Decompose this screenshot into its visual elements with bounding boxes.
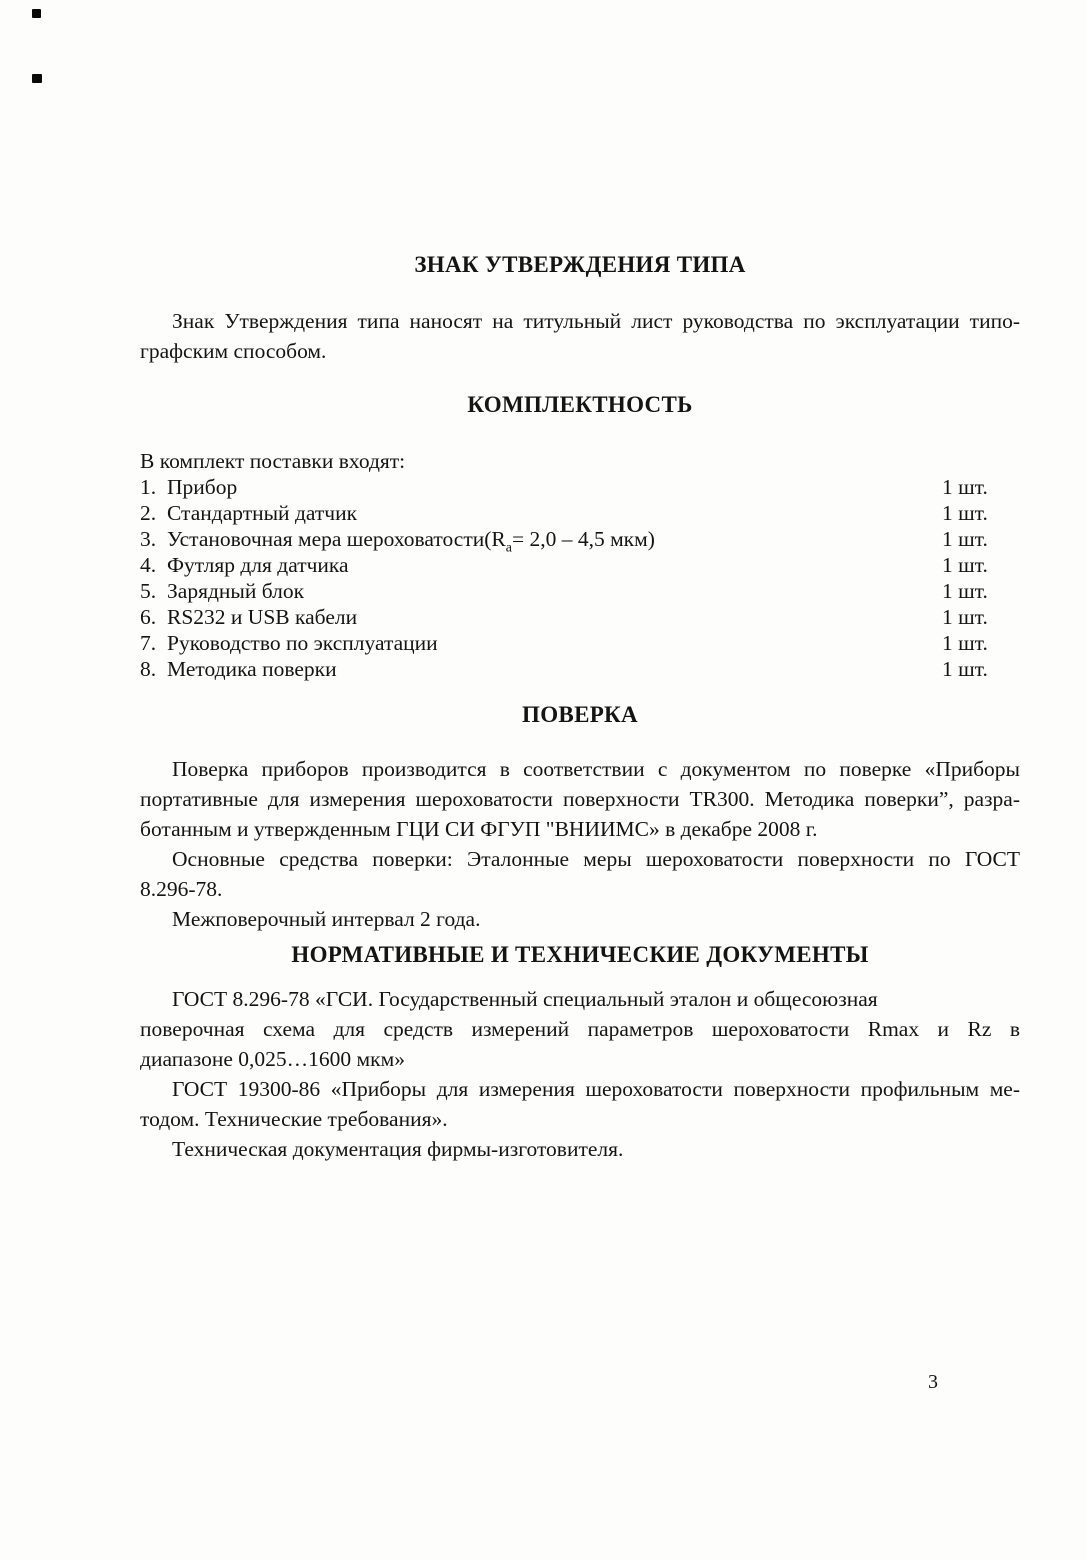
kit-lead-line: В комплект поставки входят:: [140, 449, 406, 473]
kit-list: [140, 474, 1020, 682]
item-label: [167, 500, 942, 526]
item-label: [167, 552, 942, 578]
item-label-text: Футляр для датчика: [167, 553, 349, 577]
heading-type-approval-mark: ЗНАК УТВЕРЖДЕНИЯ ТИПА: [414, 252, 746, 277]
paragraph-line: портативные для измерения шероховатости поверхности TR300. Методика поверки”, разра-: [140, 787, 1020, 811]
item-number: 8.: [140, 657, 157, 681]
item-number: 2.: [140, 501, 157, 525]
item-number: 3.: [140, 527, 157, 551]
item-label: [167, 474, 942, 500]
item-label-text: Зарядный блок: [167, 579, 305, 603]
item-label-tail: = 2,0 – 4,5 мкм): [511, 527, 655, 551]
item-number: 5.: [140, 579, 157, 603]
item-label: [167, 578, 942, 604]
item-label-text: RS232 и USB кабели: [167, 605, 358, 629]
paragraph-verification-2: [140, 844, 1020, 904]
item-quantity: 1 шт.: [942, 501, 988, 525]
heading-completeness: КОМПЛЕКТНОСТЬ: [467, 392, 693, 417]
paragraph-line: графским способом.: [140, 339, 327, 363]
item-quantity: 1 шт.: [942, 579, 988, 603]
page-number: 3: [928, 1371, 938, 1393]
page-content: [140, 252, 1020, 1164]
heading-verification: ПОВЕРКА: [522, 702, 638, 727]
kit-item-row: [140, 604, 1020, 630]
paragraph-docs-2: [140, 1074, 1020, 1134]
paragraph-line: ГОСТ 19300-86 «Приборы для измерения шероховатости поверхности профильным ме-: [172, 1077, 1020, 1101]
kit-item-row: [140, 526, 1020, 556]
paragraph-line: Поверка приборов производится в соответствии с документом по поверке «Приборы: [172, 757, 1020, 781]
kit-item-row: [140, 500, 1020, 526]
item-label: [167, 656, 942, 682]
item-number: 1.: [140, 475, 157, 499]
paragraph-line: тодом. Технические требования».: [140, 1107, 448, 1131]
paragraph-docs-3: [140, 1134, 1020, 1164]
item-quantity: 1 шт.: [942, 527, 988, 551]
paragraph-docs-1: [140, 984, 1020, 1074]
paragraph-type-approval: [140, 306, 1020, 366]
item-label-subscript: a: [505, 540, 512, 556]
paragraph-line: Техническая документация фирмы-изготовителя.: [172, 1137, 624, 1161]
kit-item-row: [140, 578, 1020, 604]
item-quantity: 1 шт.: [942, 605, 988, 629]
scan-speck-bottom: [32, 74, 42, 83]
item-number: 4.: [140, 553, 157, 577]
item-label-text: Прибор: [167, 475, 238, 499]
item-label: [167, 526, 942, 556]
item-number: 7.: [140, 631, 157, 655]
heading-normative-docs: НОРМАТИВНЫЕ И ТЕХНИЧЕСКИЕ ДОКУМЕНТЫ: [291, 942, 869, 967]
item-quantity: 1 шт.: [942, 657, 988, 681]
paragraph-line: Основные средства поверки: Эталонные меры шероховатости поверхности по ГОСТ: [172, 847, 1020, 871]
paragraph-line: поверочная схема для средств измерений параметров шероховатости Rmax и Rz в: [140, 1017, 1020, 1041]
item-label: [167, 630, 942, 656]
item-number: 6.: [140, 605, 157, 629]
item-quantity: 1 шт.: [942, 475, 988, 499]
paragraph-verification-1: [140, 754, 1020, 844]
item-label: [167, 604, 942, 630]
paragraph-line: ботанным и утвержденным ГЦИ СИ ФГУП "ВНИИМС» в декабре 2008 г.: [140, 817, 818, 841]
paragraph-line: Межповерочный интервал 2 года.: [172, 907, 481, 931]
item-label-text: Руководство по эксплуатации: [167, 631, 438, 655]
item-label-text: Стандартный датчик: [167, 501, 358, 525]
kit-item-row: [140, 552, 1020, 578]
kit-item-row: [140, 474, 1020, 500]
item-quantity: 1 шт.: [942, 553, 988, 577]
scan-speck-top: [32, 9, 41, 18]
item-quantity: 1 шт.: [942, 631, 988, 655]
paragraph-line: диапазоне 0,025…1600 мкм»: [140, 1047, 405, 1071]
paragraph-line: ГОСТ 8.296-78 «ГСИ. Государственный специальный эталон и общесоюзная: [172, 987, 878, 1011]
item-label-text: Методика поверки: [167, 657, 337, 681]
paragraph-line: Знак Утверждения типа наносят на титульный лист руководства по эксплуатации типо-: [172, 309, 1020, 333]
paragraph-line: 8.296-78.: [140, 877, 223, 901]
kit-item-row: [140, 656, 1020, 682]
kit-item-row: [140, 630, 1020, 656]
item-label-text: Установочная мера шероховатости(R: [167, 527, 506, 551]
paragraph-verification-3: [140, 904, 1020, 934]
